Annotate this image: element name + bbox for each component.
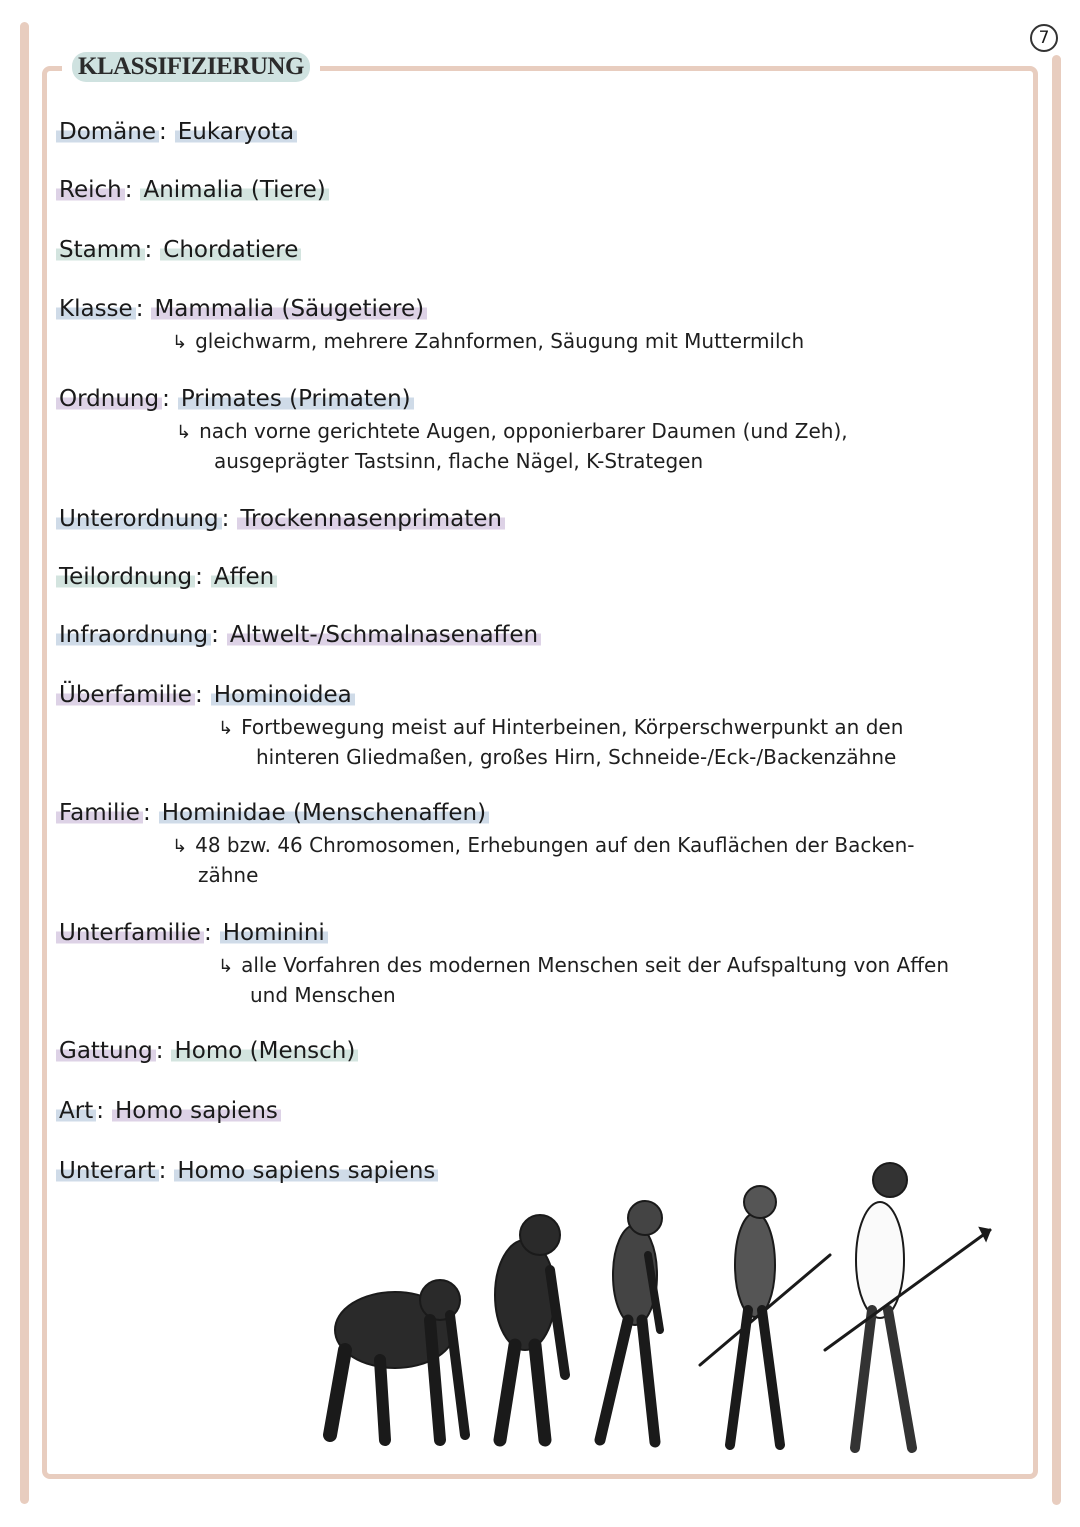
entry-label: Stamm: [56, 237, 145, 263]
entry-unterfamilie: Unterfamilie : Hominini: [56, 918, 328, 948]
entry-label: Unterordnung: [56, 506, 222, 532]
entry-label: Gattung: [56, 1038, 156, 1064]
entry-value: Hominini: [220, 920, 328, 946]
entry-value: Trockennasenprimaten: [237, 506, 505, 532]
entry-value: Hominoidea: [211, 682, 355, 708]
entry-value: Homo sapiens sapiens: [174, 1158, 438, 1184]
entry-label: Ordnung: [56, 386, 162, 412]
homo-figure-4: [700, 1186, 830, 1445]
entry-note: zähne: [198, 863, 259, 887]
entry-note: ausgeprägter Tastsinn, flache Nägel, K-Strategen: [214, 449, 704, 473]
entry-label: Familie: [56, 800, 143, 826]
entry-note: ↳ 48 bzw. 46 Chromosomen, Erhebungen auf den Kauflächen der Backen-: [172, 830, 914, 862]
entry-domaene: Domäne : Eukaryota: [56, 117, 297, 147]
arrow-icon: ↳: [218, 956, 234, 977]
ape-figure-1: [330, 1280, 465, 1440]
entry-note: und Menschen: [250, 983, 396, 1007]
entry-value: Affen: [211, 564, 277, 590]
ape-figure-2: [495, 1215, 565, 1440]
entry-label: Art: [56, 1098, 96, 1124]
entry-value: Mammalia (Säugetiere): [151, 296, 427, 322]
entry-klasse: Klasse : Mammalia (Säugetiere): [56, 294, 427, 324]
entry-unterart: Unterart : Homo sapiens sapiens: [56, 1156, 438, 1186]
left-margin-bar: [20, 22, 29, 1504]
arrow-icon: ↳: [172, 332, 188, 353]
arrow-icon: ↳: [176, 422, 192, 443]
right-margin-bar: [1052, 55, 1061, 1505]
human-evolution-illustration: [300, 1150, 1020, 1460]
page-title: KLASSIFIZIERUNG: [72, 52, 310, 82]
entry-unterordnung: Unterordnung : Trockennasenprimaten: [56, 504, 505, 534]
entry-familie: Familie : Hominidae (Menschenaffen): [56, 798, 489, 828]
entry-label: Unterart: [56, 1158, 159, 1184]
title-container: [62, 50, 320, 84]
entry-label: Überfamilie: [56, 682, 195, 708]
entry-label: Infraordnung: [56, 622, 211, 648]
entry-value: Hominidae (Menschenaffen): [159, 800, 489, 826]
entry-value: Animalia (Tiere): [140, 177, 328, 203]
entry-value: Eukaryota: [175, 119, 297, 145]
entry-reich: Reich : Animalia (Tiere): [56, 175, 329, 205]
entry-label: Unterfamilie: [56, 920, 204, 946]
entry-ordnung: Ordnung : Primates (Primaten): [56, 384, 414, 414]
entry-note: hinteren Gliedmaßen, großes Hirn, Schneide-/Eck-/Backenzähne: [256, 745, 897, 769]
entry-value: Homo (Mensch): [171, 1038, 358, 1064]
entry-value: Homo sapiens: [112, 1098, 281, 1124]
entry-art: Art : Homo sapiens: [56, 1096, 281, 1126]
entry-label: Reich: [56, 177, 125, 203]
arrow-icon: ↳: [172, 836, 188, 857]
entry-infraordnung: Infraordnung : Altwelt-/Schmalnasenaffen: [56, 620, 541, 650]
entry-label: Domäne: [56, 119, 159, 145]
entry-label: Klasse: [56, 296, 136, 322]
entry-teilordnung: Teilordnung : Affen: [56, 562, 277, 592]
homo-sapiens-figure-5: [825, 1163, 990, 1448]
entry-ueberfamilie: Überfamilie : Hominoidea: [56, 680, 355, 710]
entry-gattung: Gattung : Homo (Mensch): [56, 1036, 358, 1066]
entry-value: Altwelt-/Schmalnasenaffen: [227, 622, 541, 648]
entry-value: Primates (Primaten): [178, 386, 414, 412]
entry-note: ↳ gleichwarm, mehrere Zahnformen, Säugung mit Muttermilch: [172, 326, 804, 358]
hominin-figure-3: [600, 1201, 662, 1442]
entry-note: ↳ nach vorne gerichtete Augen, opponierbarer Daumen (und Zeh),: [176, 416, 848, 448]
entry-value: Chordatiere: [160, 237, 301, 263]
entry-note: ↳ alle Vorfahren des modernen Menschen seit der Aufspaltung von Affen: [218, 950, 949, 982]
entry-stamm: Stamm : Chordatiere: [56, 235, 301, 265]
arrow-icon: ↳: [218, 718, 234, 739]
page-number: 7: [1030, 24, 1058, 52]
entry-note: ↳ Fortbewegung meist auf Hinterbeinen, Körperschwerpunkt an den: [218, 712, 903, 744]
entry-label: Teilordnung: [56, 564, 195, 590]
